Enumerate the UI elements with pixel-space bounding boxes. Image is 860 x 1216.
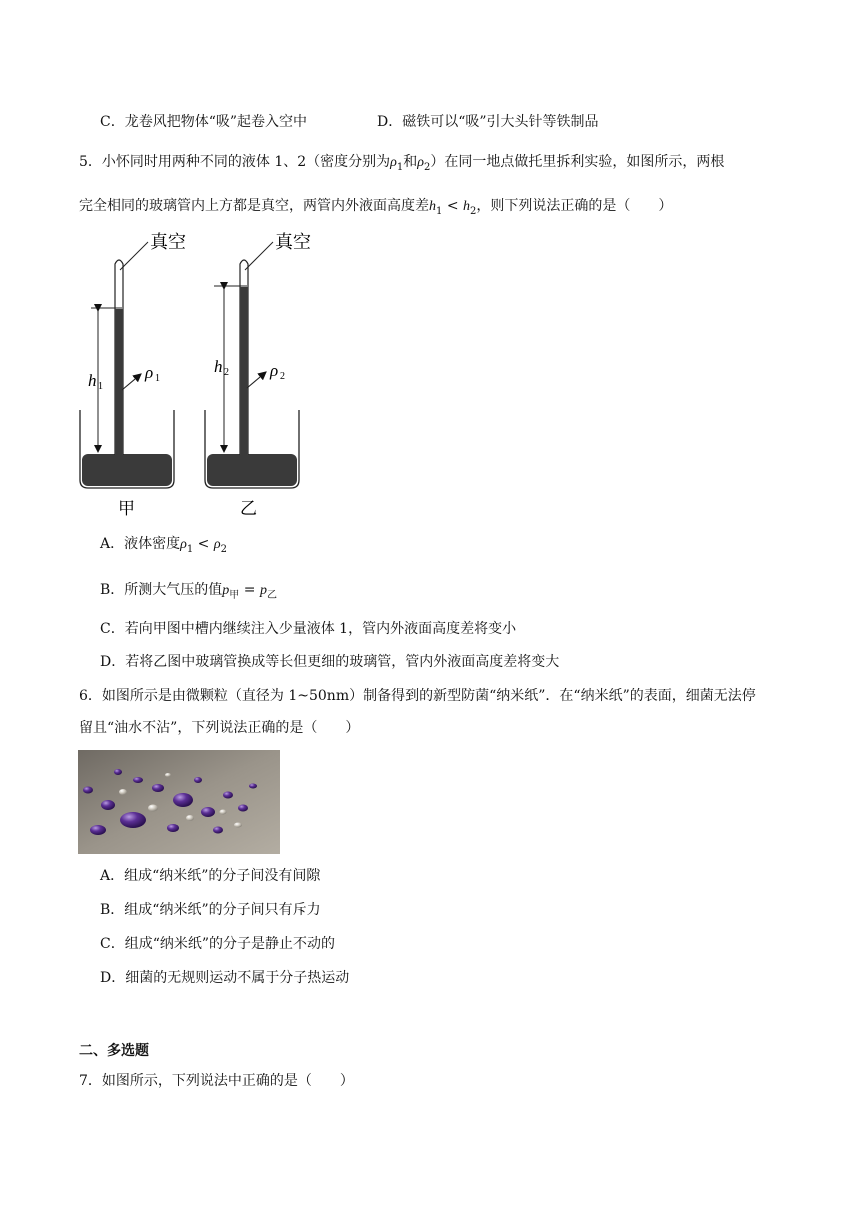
q5-option-c: C．若向甲图中槽内继续注入少量液体 1，管内外液面高度差将变小 bbox=[100, 621, 517, 637]
column-liquid-yi bbox=[241, 287, 248, 455]
q5-option-b: B．所测大气压的值$p_甲 = p_乙$ bbox=[100, 582, 277, 601]
q6-option-c: C．组成“纳米纸”的分子是静止不动的 bbox=[100, 936, 336, 952]
caption-yi: 乙 bbox=[240, 499, 257, 519]
trough-liquid-yi bbox=[207, 454, 297, 486]
trough-liquid-jia bbox=[82, 454, 172, 486]
caption-jia: 甲 bbox=[118, 499, 135, 519]
q6-option-a: A．组成“纳米纸”的分子间没有间隙 bbox=[100, 868, 321, 884]
q6-option-d: D．细菌的无规则运动不属于分子热运动 bbox=[100, 970, 350, 986]
q4-option-d: D．磁铁可以“吸”引大头针等铁制品 bbox=[377, 114, 599, 130]
vacuum-label-jia: 真空 bbox=[150, 232, 186, 253]
h1-label: h bbox=[88, 371, 97, 390]
q5-stem-line1: 5．小怀同时用两种不同的液体 1、2（密度分别为$\rho_1$和$\rho_2$）在同一地点做托里拆利实验，如图所示，两根 bbox=[79, 154, 725, 173]
h1-subscript: 1 bbox=[98, 381, 103, 392]
vacuum-label-yi: 真空 bbox=[275, 232, 311, 253]
section-title-multiple-choice: 二、多选题 bbox=[79, 1043, 149, 1059]
q7-stem: 7．如图所示，下列说法中正确的是（ ） bbox=[79, 1073, 354, 1089]
q4-option-c: C．龙卷风把物体“吸”起卷入空中 bbox=[100, 114, 308, 130]
q6-stem-line2: 留且“油水不沾”，下列说法正确的是（ ） bbox=[79, 720, 360, 736]
rho1-subscript: 1 bbox=[155, 373, 160, 384]
rho2-label: ρ bbox=[270, 361, 279, 380]
q5-option-a: A．液体密度$\rho_1 < \rho_2$ bbox=[100, 536, 227, 555]
nano-paper-photo bbox=[78, 750, 280, 854]
h2-label: h bbox=[214, 357, 223, 376]
column-liquid-jia bbox=[116, 309, 123, 455]
apparatus-jia bbox=[80, 242, 174, 488]
h2-subscript: 2 bbox=[224, 367, 229, 378]
torricelli-figure bbox=[74, 226, 344, 522]
q5-stem-line2: 完全相同的玻璃管内上方都是真空，两管内外液面高度差$h_1 < h_2$，则下列说法正确的是（ ） bbox=[79, 198, 673, 217]
rho2-subscript: 2 bbox=[280, 371, 285, 382]
q6-option-b: B．组成“纳米纸”的分子间只有斥力 bbox=[100, 902, 321, 918]
q5-option-d: D．若将乙图中玻璃管换成等长但更细的玻璃管，管内外液面高度差将变大 bbox=[100, 654, 560, 670]
q6-stem-line1: 6．如图所示是由微颗粒（直径为 1~50nm）制备得到的新型防菌“纳米纸”．在“纳米纸”的表面，细菌无法停 bbox=[79, 688, 756, 704]
rho1-label: ρ bbox=[145, 363, 154, 382]
